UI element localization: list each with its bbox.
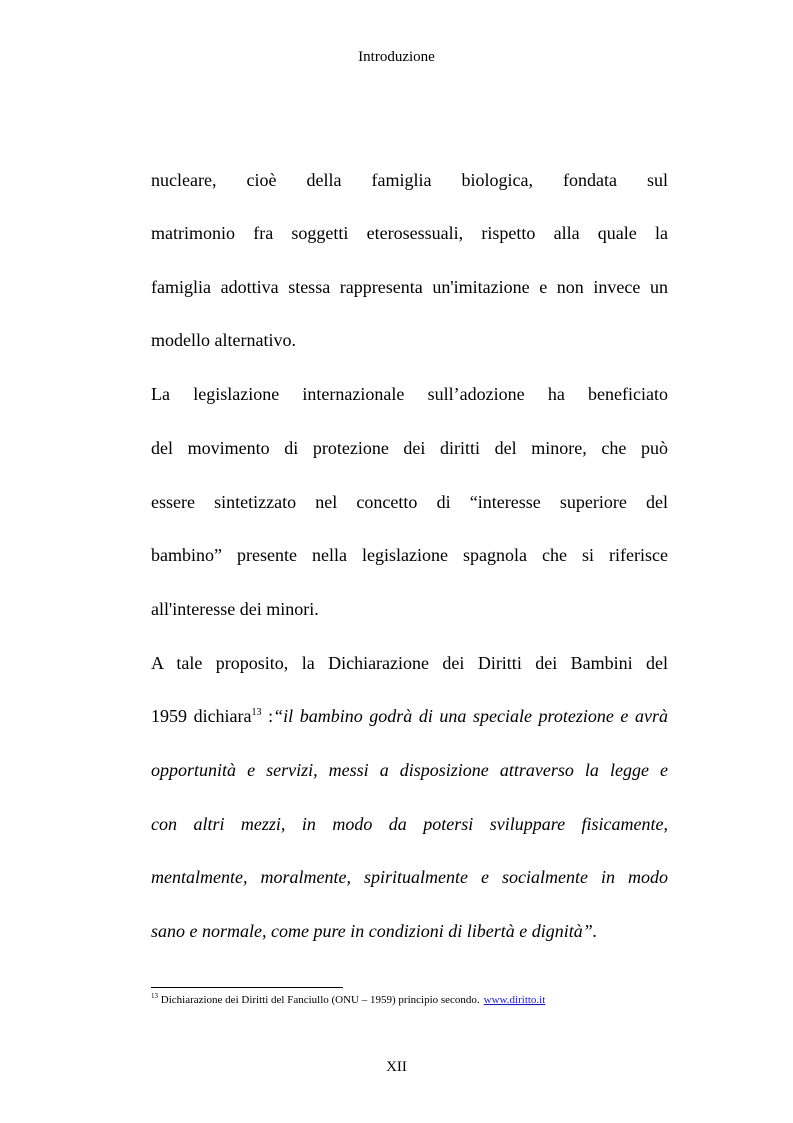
body-line: nucleare, cioè della famiglia biologica, fondata sul bbox=[151, 170, 668, 190]
body-line: essere sintetizzato nel concetto di “interesse superiore del bbox=[151, 492, 668, 512]
body-line: La legislazione internazionale sull’adozione ha beneficiato bbox=[151, 384, 668, 404]
body-line: A tale proposito, la Dichiarazione dei Diritti dei Bambini del bbox=[151, 653, 668, 673]
quote-line: sano e normale, come pure in condizioni di libertà e dignità”. bbox=[151, 921, 598, 941]
footnote-link[interactable]: www.diritto.it bbox=[483, 994, 546, 1006]
running-header: Introduzione bbox=[358, 49, 435, 65]
citation-lead: 1959 dichiara bbox=[151, 706, 252, 726]
footnote-number: 13 bbox=[151, 992, 158, 1000]
footnote bbox=[151, 992, 545, 1008]
body-line: bambino” presente nella legislazione spagnola che si riferisce bbox=[151, 545, 668, 565]
body-line: famiglia adottiva stessa rappresenta un'imitazione e non invece un bbox=[151, 277, 668, 297]
page-number: XII bbox=[386, 1059, 407, 1075]
citation-line bbox=[151, 704, 668, 728]
footnote-separator bbox=[151, 987, 343, 988]
quote-line: con altri mezzi, in modo da potersi sviluppare fisicamente, bbox=[151, 814, 668, 834]
quote-start: “il bambino godrà di una speciale protezione e avrà bbox=[273, 706, 668, 726]
body-line: matrimonio fra soggetti eterosessuali, rispetto alla quale la bbox=[151, 223, 668, 243]
citation-separator: : bbox=[261, 706, 274, 726]
body-line: all'interesse dei minori. bbox=[151, 599, 319, 619]
body-line: modello alternativo. bbox=[151, 330, 296, 350]
footnote-text: Dichiarazione dei Diritti del Fanciullo (ONU – 1959) principio secondo. bbox=[160, 994, 480, 1006]
quote-line: opportunità e servizi, messi a disposizione attraverso la legge e bbox=[151, 760, 668, 780]
footnote-reference: 13 bbox=[251, 707, 262, 718]
body-line: del movimento di protezione dei diritti del minore, che può bbox=[151, 438, 668, 458]
quote-line: mentalmente, moralmente, spiritualmente e socialmente in modo bbox=[151, 867, 668, 887]
